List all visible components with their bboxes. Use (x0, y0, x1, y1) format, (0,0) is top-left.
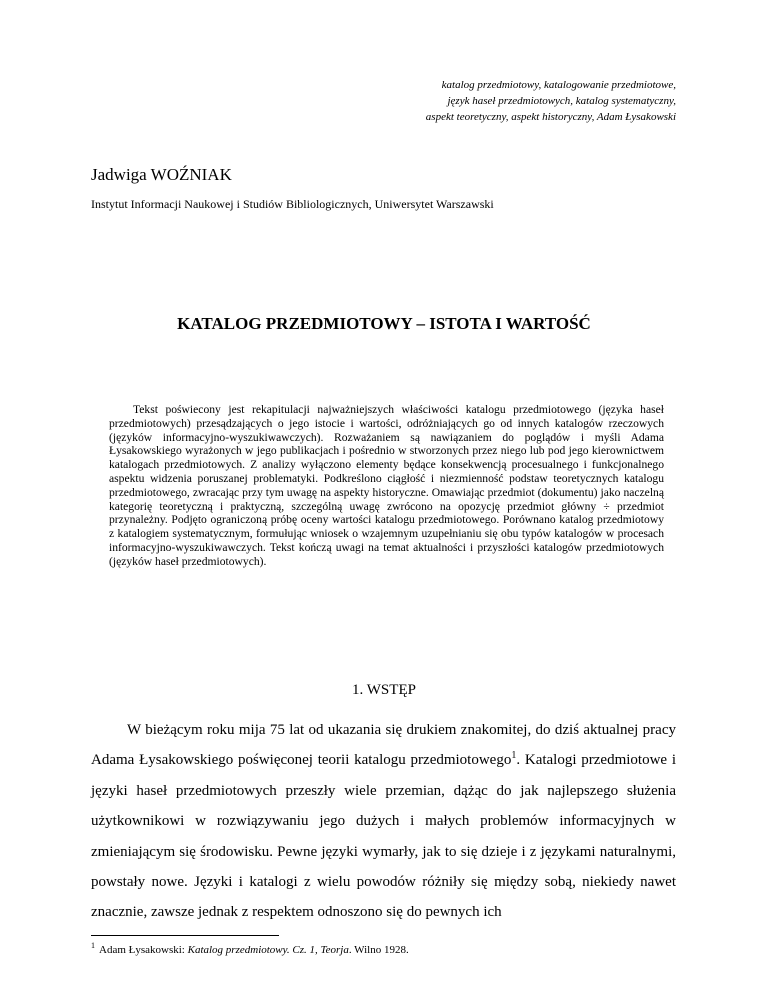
author-name: Jadwiga WOŹNIAK (91, 165, 232, 184)
footnote-reference[interactable]: 1 (511, 750, 517, 762)
keywords-line: aspekt teoretyczny, aspekt historyczny, Adam Łysakowski (425, 111, 676, 123)
footnote (91, 943, 409, 957)
footnote-number: 1 (91, 941, 95, 951)
abstract: Tekst poświecony jest rekapitulacji najważniejszych właściwości katalogu przedmiotowego (języka haseł przedmiotowych) przesądzających o jego istocie i wartości, odróżniających go od innych katalogów rzeczowych (języków informacyjno-wyszukiwawczych). Rozważaniem są nawiązaniem do poglądów i myśli Adama Łysakowskiego wyrażonych w jego publikacjach i pośrednio w stworzonych przez niego lub pod jego kierownictwem katalogach przedmiotowych. Z analizy wyłączono elementy będące konsekwencją procesualnego i funkcjonalnego aspektu widzenia poruszanej problematyki. Podkreślono ciągłość i niezmienność podstaw teoretycznych katalogu przedmiotowego, zwracając przy tym uwagę na aspekty historyczne. Omawiając przedmiot (dokumentu) jako naczelną kategorię teoretyczną i praktyczną, szczególną uwagę zwrócono na opozycję przedmiot główny ÷ przedmiot przynależny. Podjęto ograniczoną próbę oceny wartości katalogu przedmiotowego. Porównano katalog przedmiotowy z katalogiem systematycznym, formułując wniosek o wzajemnym uzupełnianiu się obu typów katalogów w procesach informacyjno-wyszukiwawczych. Tekst kończą uwagi na temat aktualności i przyszłości katalogów przedmiotowych (języków haseł przedmiotowych). (109, 403, 664, 568)
footnote-rest: . Wilno 1928. (348, 944, 409, 956)
body-text-part: W bieżącym roku mija 75 lat od ukazania się drukiem znakomitej, do dziś aktualnej pracy Adama Łysakowskiego poświęconej teorii katalogu przedmiotowego (91, 722, 676, 769)
keywords-line: język haseł przedmiotowych, katalog systematyczny, (447, 95, 676, 107)
keywords-block (276, 77, 676, 125)
body-text-part: . Katalogi przedmiotowe i języki haseł przedmiotowych przeszły wiele przemian, dążąc do jak najlepszego służenia użytkownikowi w rozwiązywaniu jego dużych i małych problemów informacyjnych w zmieniającym się środowisku. Pewne języki wymarły, jak to się dzieje i z językami naturalnymi, powstały nowe. Języki i katalogi z wielu powodów różniły się między sobą, niekiedy nawet znacznie, zawsze jednak z respektem odnoszono się do pewnych ich (91, 752, 677, 921)
footnote-divider (91, 935, 279, 936)
section-heading: 1. WSTĘP (352, 682, 416, 698)
author-affiliation: Instytut Informacji Naukowej i Studiów Bibliologicznych, Uniwersytet Warszawski (91, 197, 494, 211)
footnote-title: Katalog przedmiotowy. Cz. 1, Teorja (187, 944, 349, 956)
keywords-line: katalog przedmiotowy, katalogowanie przedmiotowe, (441, 79, 676, 91)
body-paragraph (91, 715, 676, 928)
article-title: KATALOG PRZEDMIOTOWY – ISTOTA I WARTOŚĆ (177, 314, 591, 333)
footnote-author: Adam Łysakowski: (99, 944, 188, 956)
